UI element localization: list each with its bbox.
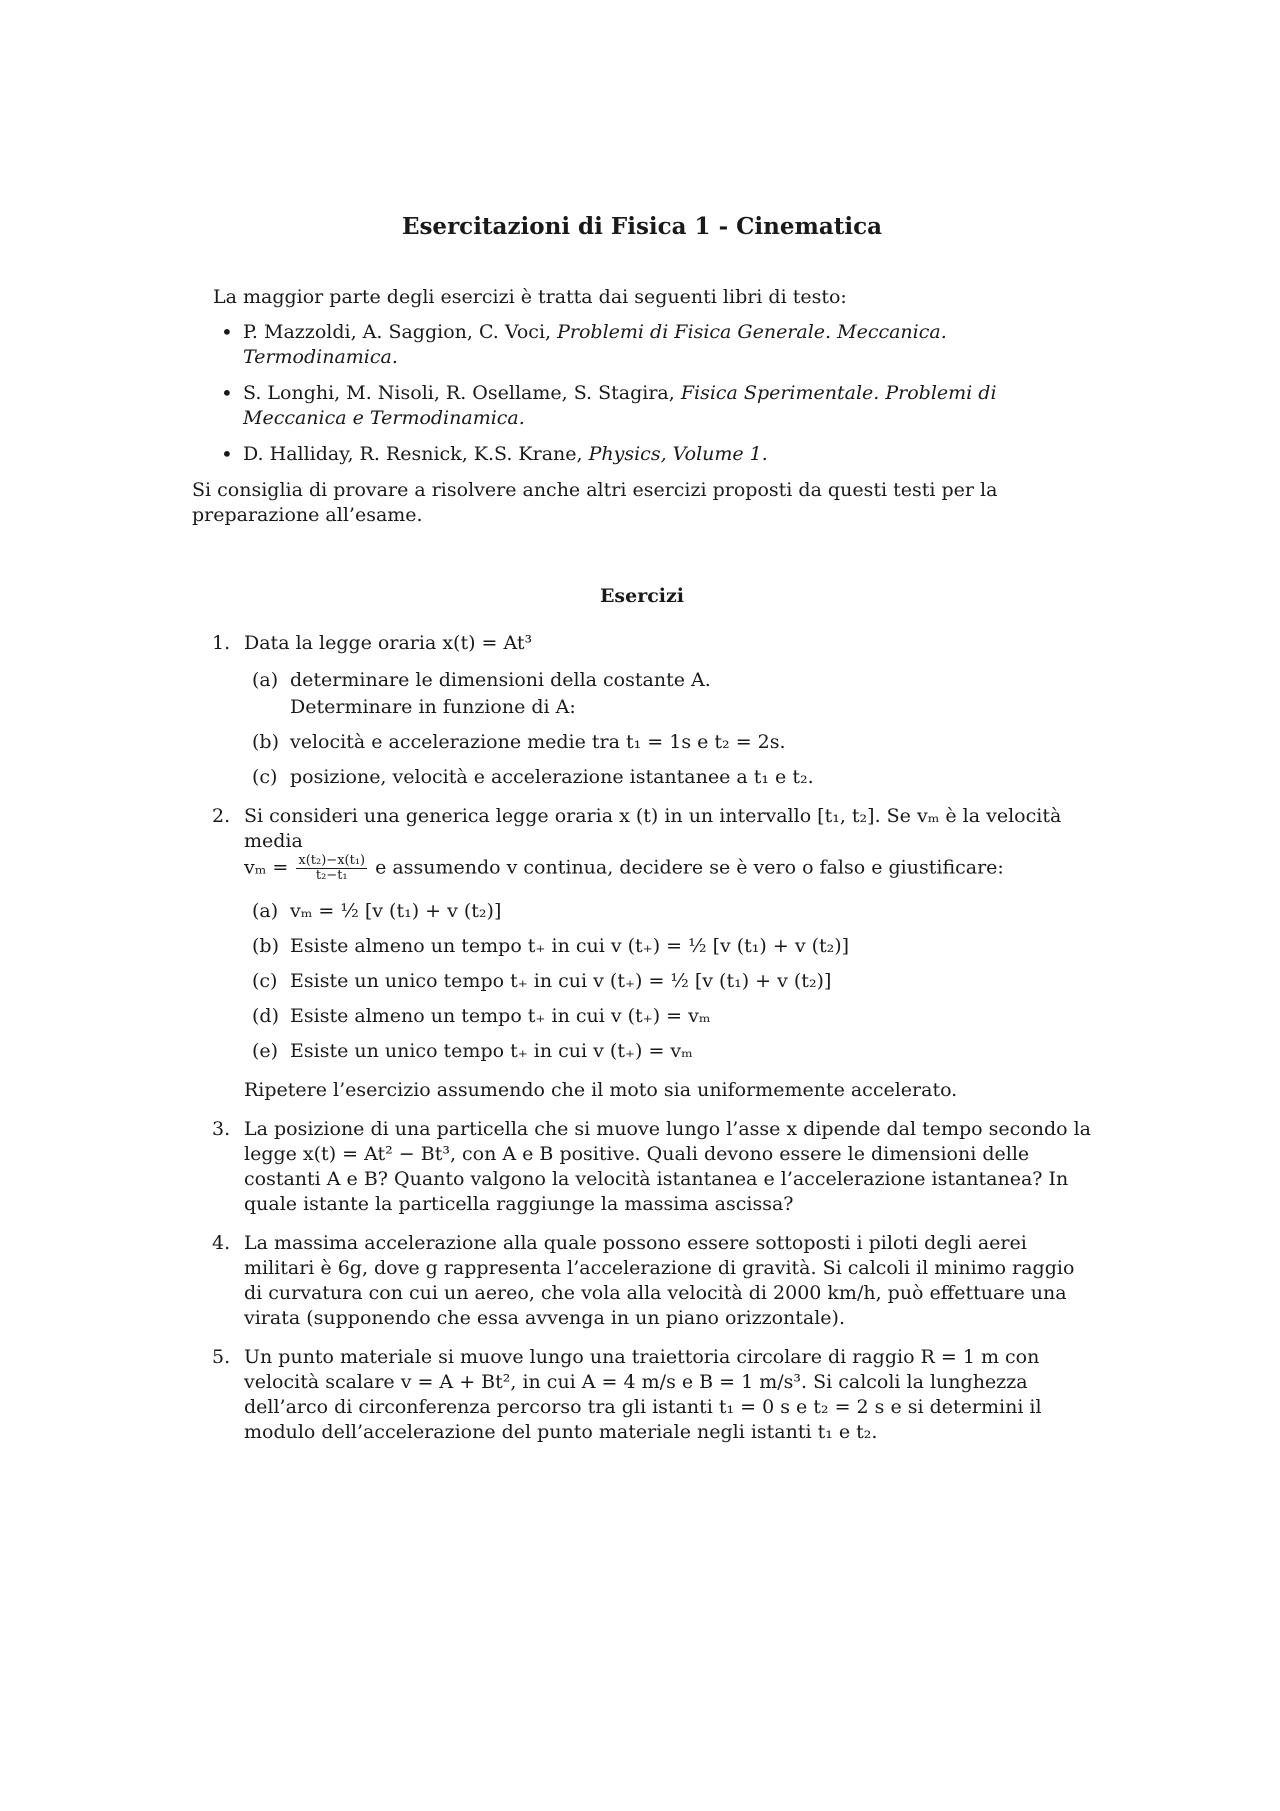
- exercise-part: [252, 765, 1092, 790]
- exercise-4: [212, 1231, 1092, 1331]
- exercise-1: [212, 631, 1092, 790]
- exercise-text: La massima accelerazione alla quale possono essere sottoposti i piloti degli aerei militari è 6g, dove g rappresenta l’accelerazione di gravità. Si calcoli il minimo raggio di curvatura con cui un aereo, che vola alla velocità di 2000 km/h, può effettuare una virata (supponendo che essa avvenga in un piano orizzontale).: [244, 1232, 1075, 1329]
- exercise-part: [290, 695, 1092, 720]
- part-label: (c): [252, 766, 278, 788]
- exercise-part: [252, 934, 1092, 959]
- document-title: Esercitazioni di Fisica 1 - Cinematica: [401, 213, 883, 240]
- textbook-list: [192, 320, 1092, 467]
- advice-paragraph: Si consiglia di provare a risolvere anche altri esercizi proposti da questi testi per la preparazione all’esame.: [192, 479, 998, 526]
- fraction-numerator: x(t₂)−x(t₁): [298, 853, 366, 868]
- textbook-authors: P. Mazzoldi, A. Saggion, C. Voci,: [243, 321, 558, 343]
- exercise-3: [212, 1117, 1092, 1217]
- part-text: Esiste almeno un tempo t₊ in cui v (t₊) = ½ [v (t₁) + v (t₂)]: [290, 935, 850, 957]
- exercise-part: [252, 899, 1092, 924]
- textbook-item: [243, 381, 1092, 431]
- exercise-part: [252, 730, 1092, 755]
- exercise-number: 5.: [212, 1346, 231, 1368]
- exercise-text: Si consideri una generica legge oraria x (t) in un intervallo [t₁, t₂]. Se vₘ è la velocità media: [244, 805, 1062, 852]
- section-title: Esercizi: [599, 585, 685, 607]
- part-label: (e): [252, 1040, 279, 1062]
- textbook-authors: S. Longhi, M. Nisoli, R. Osellame, S. Stagira,: [243, 382, 681, 404]
- intro-paragraph: La maggior parte degli esercizi è tratta dai seguenti libri di testo:: [213, 286, 847, 308]
- part-text: posizione, velocità e accelerazione istantanee a t₁ e t₂.: [290, 766, 814, 788]
- fraction-denominator: t₂−t₁: [315, 868, 348, 883]
- part-text: vₘ = ½ [v (t₁) + v (t₂)]: [290, 900, 502, 922]
- exercise-number: 1.: [212, 632, 231, 654]
- part-text: Determinare in funzione di A:: [290, 696, 576, 718]
- textbook-item: [243, 442, 1092, 467]
- exercise-text-continued: e assumendo v continua, decidere se è vero o falso e giustificare:: [369, 856, 1004, 879]
- textbook-authors: D. Halliday, R. Resnick, K.S. Krane,: [243, 443, 589, 465]
- part-text: velocità e accelerazione medie tra t₁ = 1s e t₂ = 2s.: [290, 731, 786, 753]
- part-text: Esiste un unico tempo t₊ in cui v (t₊) = vₘ: [290, 1040, 693, 1062]
- exercise-number: 2.: [212, 805, 231, 827]
- part-text: Esiste almeno un tempo t₊ in cui v (t₊) = vₘ: [290, 1005, 711, 1027]
- part-label: (c): [252, 970, 278, 992]
- exercise-number: 3.: [212, 1118, 231, 1140]
- part-label: (b): [252, 935, 279, 957]
- part-text: Esiste un unico tempo t₊ in cui v (t₊) = ½ [v (t₁) + v (t₂)]: [290, 970, 832, 992]
- textbook-title: Problemi di Fisica Generale. Meccanica. Termodinamica.: [243, 321, 947, 368]
- exercise-list: [192, 631, 1092, 1445]
- part-text: determinare le dimensioni della costante A.: [290, 669, 711, 691]
- part-label: (a): [252, 900, 279, 922]
- part-label: (b): [252, 731, 279, 753]
- average-velocity-fraction: [296, 854, 367, 883]
- exercise-text-formula: vₘ =: [244, 856, 295, 879]
- exercise-part: [252, 1039, 1092, 1064]
- part-label: (d): [252, 1005, 279, 1027]
- textbook-title: Fisica Sperimentale. Problemi di Meccanica e Termodinamica.: [243, 382, 997, 429]
- exercise-parts: [244, 668, 1092, 790]
- exercise-followup: Ripetere l’esercizio assumendo che il moto sia uniformemente accelerato.: [244, 1079, 958, 1101]
- exercise-part: [252, 668, 1092, 693]
- exercise-number: 4.: [212, 1232, 231, 1254]
- exercise-5: [212, 1345, 1092, 1445]
- exercise-text: Data la legge oraria x(t) = At³: [244, 632, 533, 654]
- textbook-title: Physics, Volume 1.: [588, 443, 768, 465]
- textbook-item: [243, 320, 1092, 370]
- exercise-text: La posizione di una particella che si muove lungo l’asse x dipende dal tempo secondo la legge x(t) = At² − Bt³, con A e B positive. Quali devono essere le dimensioni delle costanti A e B? Quanto valgono la velocità istantanea e l’accelerazione istantanea? In quale istante la particella raggiunge la massima ascissa?: [244, 1118, 1092, 1215]
- exercise-part: [252, 969, 1092, 994]
- part-label: (a): [252, 669, 279, 691]
- exercise-2: [212, 804, 1092, 1103]
- exercise-part: [252, 1004, 1092, 1029]
- exercise-text: Un punto materiale si muove lungo una traiettoria circolare di raggio R = 1 m con velocità scalare v = A + Bt², in cui A = 4 m/s e B = 1 m/s³. Si calcoli la lunghezza dell’arco di circonferenza percorso tra gli istanti t₁ = 0 s e t₂ = 2 s e si determini il modulo dell’accelerazione del punto materiale negli istanti t₁ e t₂.: [244, 1346, 1042, 1443]
- page-content: [192, 214, 1092, 1459]
- exercise-parts: [244, 899, 1092, 1064]
